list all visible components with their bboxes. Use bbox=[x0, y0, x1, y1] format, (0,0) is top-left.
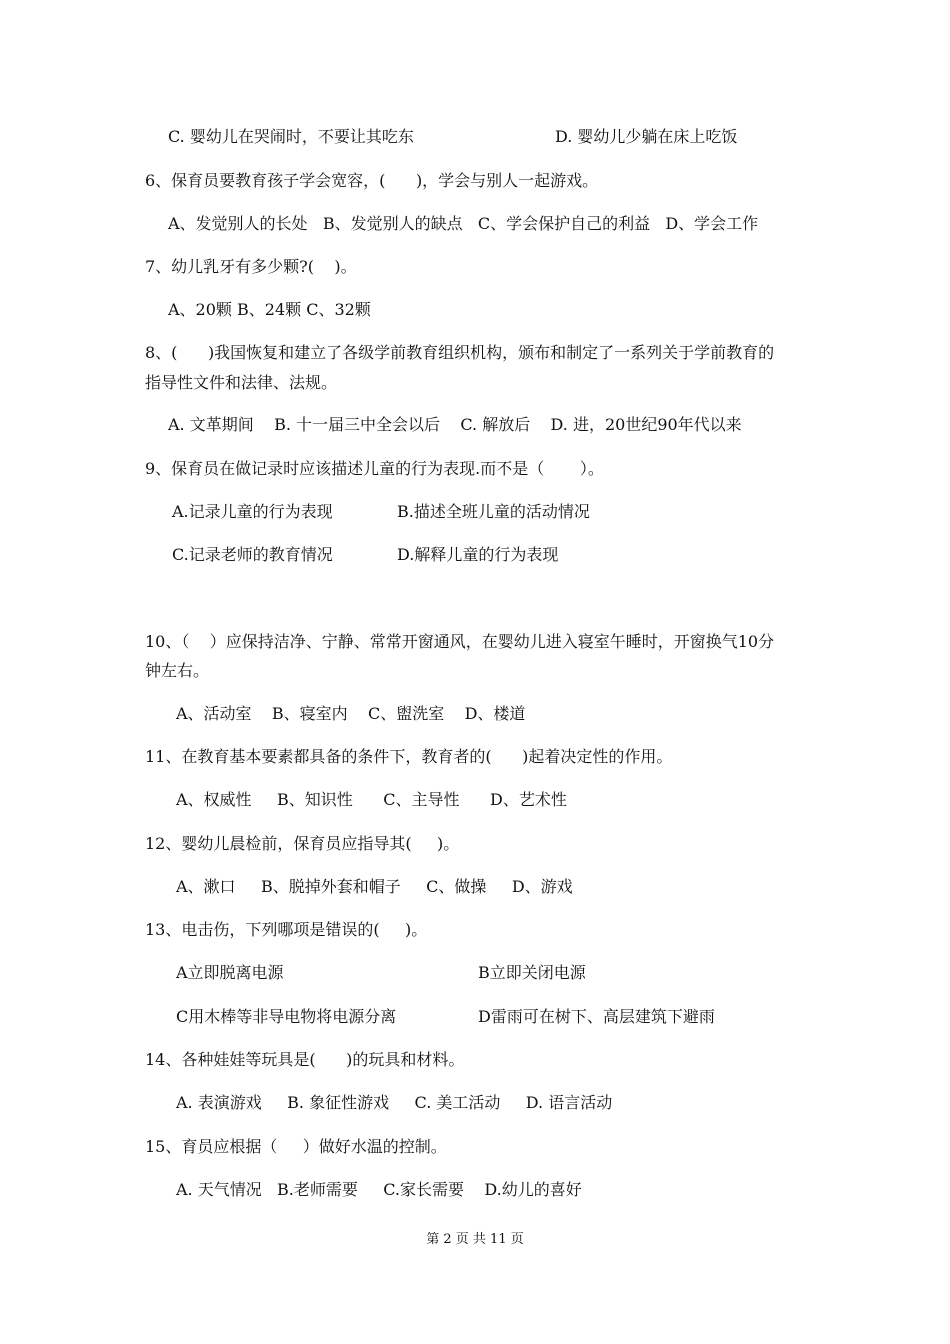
question-5-option-c: C. 婴幼儿在哭闹时，不要让其吃东 bbox=[168, 127, 414, 146]
question-6-options: A、发觉别人的长处 B、发觉别人的缺点 C、学会保护自己的利益 D、学会工作 bbox=[168, 214, 759, 233]
question-14-stem: 14、各种娃娃等玩具是( )的玩具和材料。 bbox=[145, 1050, 465, 1069]
question-12-options: A、漱口 B、脱掉外套和帽子 C、做操 D、游戏 bbox=[176, 877, 573, 896]
question-13-option-b: B立即关闭电源 bbox=[478, 963, 586, 982]
question-10-options: A、活动室 B、寝室内 C、盥洗室 D、楼道 bbox=[176, 704, 526, 723]
question-9-option-b: B.描述全班儿童的活动情况 bbox=[397, 502, 590, 521]
question-7-stem: 7、幼儿乳牙有多少颗?( )。 bbox=[145, 257, 357, 276]
question-5-option-d: D. 婴幼儿少躺在床上吃饭 bbox=[555, 127, 738, 146]
question-11-options: A、权威性 B、知识性 C、主导性 D、艺术性 bbox=[176, 790, 567, 809]
question-7-options: A、20颗 B、24颗 C、32颗 bbox=[168, 300, 371, 319]
question-14-options: A. 表演游戏 B. 象征性游戏 C. 美工活动 D. 语言活动 bbox=[176, 1093, 613, 1112]
question-13-option-c: C用木棒等非导电物将电源分离 bbox=[176, 1007, 397, 1026]
question-11-stem: 11、在教育基本要素都具备的条件下，教育者的( )起着决定性的作用。 bbox=[145, 747, 673, 766]
question-13-option-a: A立即脱离电源 bbox=[176, 963, 284, 982]
question-8-stem-line2: 指导性文件和法律、法规。 bbox=[145, 373, 338, 392]
question-10-stem-line2: 钟左右。 bbox=[145, 661, 210, 680]
page-footer: 第 2 页 共 11 页 bbox=[426, 1232, 524, 1247]
question-9-option-a: A.记录儿童的行为表现 bbox=[172, 502, 333, 521]
question-10-stem-line1: 10、（ ）应保持洁净、宁静、常常开窗通风，在婴幼儿进入寝室午睡时，开窗换气10分 bbox=[145, 632, 775, 651]
question-8-options: A. 文革期间 B. 十一届三中全会以后 C. 解放后 D. 进，20世纪90年代以来 bbox=[168, 415, 742, 434]
question-9-option-c: C.记录老师的教育情况 bbox=[172, 545, 333, 564]
question-9-stem: 9、保育员在做记录时应该描述儿童的行为表现.而不是（ ）。 bbox=[145, 459, 604, 478]
question-6-stem: 6、保育员要教育孩子学会宽容，( )，学会与别人一起游戏。 bbox=[145, 171, 599, 190]
question-12-stem: 12、婴幼儿晨检前，保育员应指导其( )。 bbox=[145, 834, 460, 853]
question-13-option-d: D雷雨可在树下、高层建筑下避雨 bbox=[478, 1007, 715, 1026]
question-13-stem: 13、电击伤，下列哪项是错误的( )。 bbox=[145, 920, 428, 939]
question-8-stem-line1: 8、( )我国恢复和建立了各级学前教育组织机构，颁布和制定了一系列关于学前教育的 bbox=[145, 343, 775, 362]
question-15-options: A. 天气情况 B.老师需要 C.家长需要 D.幼儿的喜好 bbox=[176, 1180, 582, 1199]
question-15-stem: 15、育员应根据（ ）做好水温的控制。 bbox=[145, 1137, 447, 1156]
question-9-option-d: D.解释儿童的行为表现 bbox=[397, 545, 559, 564]
